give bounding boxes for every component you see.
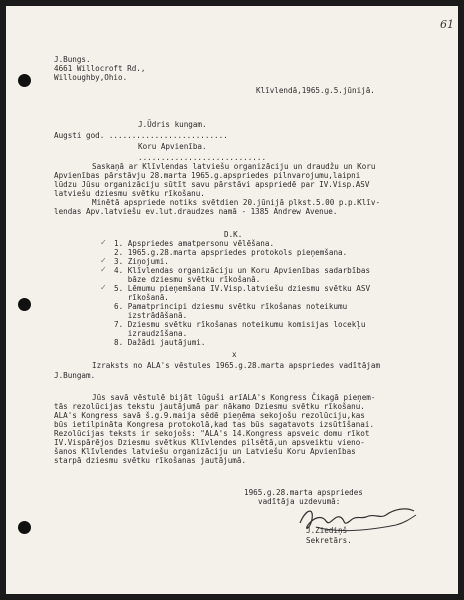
closing-line: vadītāja uzdevumā: bbox=[258, 497, 341, 506]
agenda-item: 7. Dziesmu svētku rīkošanas noteikumu komisijas locekļu bbox=[114, 320, 366, 329]
addressee-line: Koru Apvienība. bbox=[138, 142, 207, 151]
excerpt-line: Izraksts no ALA's vēstules 1965.g.28.marta apspriedes vadītājam bbox=[92, 361, 381, 370]
agenda-item: 5. Lēmumu pieņemšana IV.Visp.latviešu dziesmu svētku ASV bbox=[114, 284, 371, 293]
intro-line: Saskaņā ar Klīvlendas latviešu organizāciju un draudžu un Koru bbox=[92, 162, 376, 171]
signer-name: J.Ziediņš bbox=[306, 526, 348, 535]
agenda-item: bāze dziesmu svētku rīkošanā. bbox=[114, 275, 261, 284]
agenda-item: rīkošanā. bbox=[114, 293, 169, 302]
agenda-item: 1. Apspriedes amatpersonu vēlēšana. bbox=[114, 239, 275, 248]
agenda-item: 6. Pamatprincipi dziesmu svētku rīkošanas noteikumu bbox=[114, 302, 348, 311]
intro-line: lūdzu Jūsu organizāciju sūtīt savu pārstāvi apspriedē par IV.Visp.ASV bbox=[54, 180, 370, 189]
excerpt-line: J.Bungam. bbox=[54, 371, 96, 380]
letter-line: starpā dziesmu svētku rīkošanas jautājumā. bbox=[54, 456, 247, 465]
closing-line: 1965.g.28.marta apspriedes bbox=[244, 488, 363, 497]
letter-line: ALA's Kongress savā š.g.9.maija sēdē pieņēma sekojošu rezolūciju,kas bbox=[54, 411, 365, 420]
check-mark-icon: ✓ bbox=[100, 256, 107, 265]
sender-line: J.Bungs. bbox=[54, 55, 91, 64]
section-divider: x bbox=[232, 350, 237, 359]
intro-line: Apvienības pārstāvju 28.marta 1965.g.apspriedes pilnvarojumu,laipni bbox=[54, 171, 361, 180]
agenda-item: 4. Klīvlendas organizāciju un Koru Apvienības sadarbības bbox=[114, 266, 371, 275]
place-date: Klīvlendā,1965.g.5.jūnijā. bbox=[256, 86, 375, 95]
punch-hole bbox=[18, 298, 31, 311]
letter-line: būs ietilpināta Kongresa protokolā,kad tas būs sagatavots izsūtīšanai. bbox=[54, 420, 375, 429]
check-mark-icon: ✓ bbox=[100, 283, 107, 292]
punch-hole bbox=[18, 74, 31, 87]
sender-line: Willoughby,Ohio. bbox=[54, 73, 128, 82]
sender-line: 4661 Willocroft Rd., bbox=[54, 64, 146, 73]
agenda-item: izraudzīšana. bbox=[114, 329, 188, 338]
letter-line: Rezolūcijas teksts ir sekojošs: "ALA's 14.Kongress apsveic domu rīkot bbox=[54, 429, 370, 438]
intro-line: Minētā apspriede notiks svētdien 20.jūnijā plkst.5.00 p.p.Klīv- bbox=[92, 198, 381, 207]
intro-line: latviešu dziesmu svētku rīkošanu. bbox=[54, 189, 205, 198]
agenda-item: 2. 1965.g.28.marta apspriedes protokols pieņemšana. bbox=[114, 248, 348, 257]
letter-line: šanos Klīvlendes latviešu organizāciju un Latviešu Koru Apvienības bbox=[54, 447, 356, 456]
addressee-line: J.Ūdris kungam. bbox=[138, 120, 207, 129]
addressee-line: ............................ bbox=[138, 153, 267, 162]
agenda-title: D.K. bbox=[224, 230, 243, 239]
punch-hole bbox=[18, 521, 31, 534]
intro-line: lendas Apv.latviešu ev.lut.draudzes namā - 1385 Andrew Avenue. bbox=[54, 207, 338, 216]
signer-title: Sekretārs. bbox=[306, 536, 352, 545]
check-mark-icon: ✓ bbox=[100, 238, 107, 247]
addressee-line: Augsti god. .......................... bbox=[54, 131, 228, 140]
agenda-item: izstrādāšanā. bbox=[114, 311, 188, 320]
agenda-item: 8. Dažādi jautājumi. bbox=[114, 338, 206, 347]
check-mark-icon: ✓ bbox=[100, 265, 107, 274]
page-number: 61 bbox=[440, 18, 454, 31]
document-page bbox=[6, 6, 458, 594]
agenda-item: 3. Ziņojumi. bbox=[114, 257, 169, 266]
letter-line: IV.Vispārējos Dziesmu svētkus Klīvlendes pilsētā,un apsveiktu vieno- bbox=[54, 438, 365, 447]
letter-line: tās rezolūcijas tekstu jautājumā par nākamo Dziesmu svētku rīkošanu. bbox=[54, 402, 365, 411]
letter-line: Jūs savā vēstulē bijāt lūguši arīALA's Kongress Čikagā pieņem- bbox=[92, 393, 376, 402]
